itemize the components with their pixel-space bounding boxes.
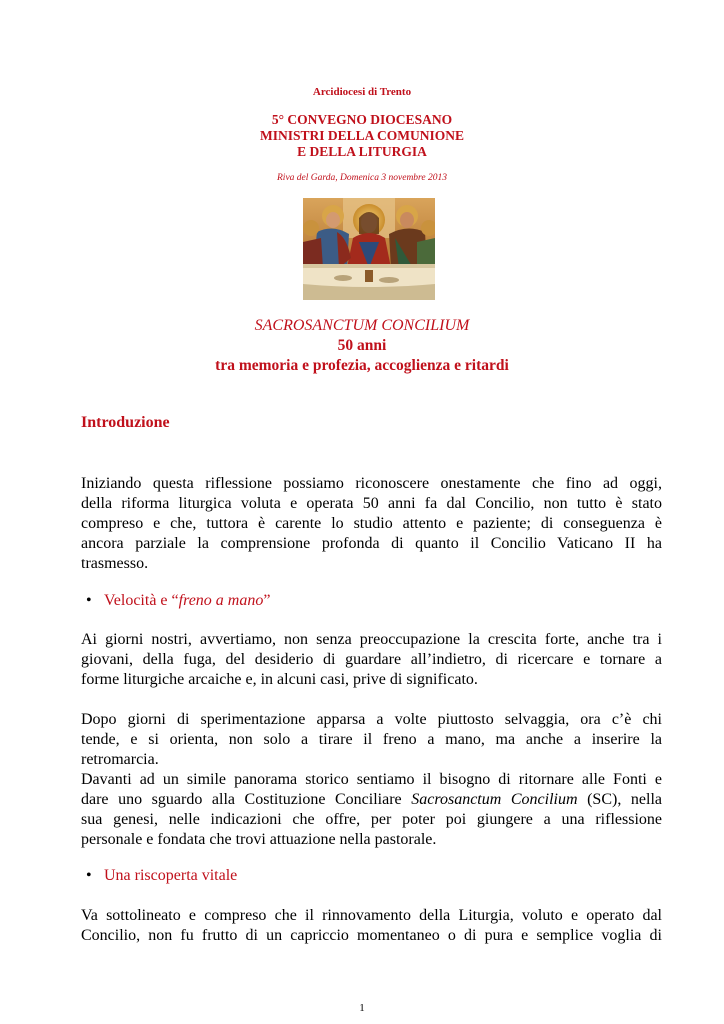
paragraph-1-line: Iniziando questa riflessione possiamo riconoscere onestamente che fino ad oggi, <box>81 475 662 492</box>
paragraph-2 <box>81 630 662 690</box>
paragraph-3-line: Dopo giorni di sperimentazione apparsa a volte piuttosto selvaggia, ora c’è chi <box>81 711 662 728</box>
section-heading-introduzione: Introduzione <box>81 414 170 431</box>
paragraph-4 <box>81 770 662 850</box>
diocese-label: Arcidiocesi di Trento <box>312 86 412 98</box>
title-line-3: tra memoria e profezia, accoglienza e ritardi <box>215 357 509 374</box>
paragraph-4-text: dare uno sguardo alla Costituzione Conciliare <box>81 791 412 808</box>
paragraph-4-line: personale e fondata che trovi attuazione nella pastorale. <box>81 831 437 848</box>
bullet-dot-icon: • <box>86 867 92 884</box>
paragraph-5 <box>81 906 662 946</box>
paragraph-5-line: Va sottolineato e compreso che il rinnovamento della Liturgia, voluto e operato dal <box>81 907 662 924</box>
convegno-line-3: E DELLA LITURGIA <box>297 144 427 159</box>
bullet-velocita <box>86 592 271 610</box>
paragraph-2-line: forme liturgiche arcaiche e, in alcuni casi, prive di significato. <box>81 671 478 688</box>
paragraph-4-line-with-italic <box>81 790 662 810</box>
paragraph-3 <box>81 710 662 770</box>
paragraph-3-line: retromarcia. <box>81 751 159 768</box>
bullet-velocita-text-italic: freno a mano <box>178 592 264 609</box>
convegno-title <box>0 112 724 160</box>
bullet-velocita-text-pre: Velocità e “ <box>104 592 179 609</box>
paragraph-1-line: trasmesso. <box>81 555 149 572</box>
paragraph-1-line: della riforma liturgica voluta e operata 50 anni fa dal Concilio, non tutto è stato <box>81 495 662 512</box>
document-title <box>0 316 724 376</box>
title-line-1: SACROSANCTUM CONCILIUM <box>254 317 470 334</box>
paragraph-2-line: giovani, della fuga, del desiderio di guardare all’indietro, di ricercare e tornare a <box>81 651 662 668</box>
page-number: 1 <box>359 1002 365 1014</box>
paragraph-1-line: compreso e che, tuttora è carente lo studio attento e paziente; di conseguenza è <box>81 515 662 532</box>
bullet-velocita-text-post: ” <box>263 592 271 609</box>
paragraph-4-line: Davanti ad un simile panorama storico sentiamo il bisogno di ritornare alle Fonti e <box>81 771 662 788</box>
convegno-line-2: MINISTRI DELLA COMUNIONE <box>259 128 465 143</box>
convegno-line-1: 5° CONVEGNO DIOCESANO <box>271 112 453 127</box>
last-supper-painting-icon <box>303 198 435 300</box>
paragraph-4-line: sua genesi, nelle indicazioni che offre, per poter poi giungere a una riflessione <box>81 811 662 828</box>
bullet-dot-icon: • <box>86 592 92 609</box>
bullet-riscoperta-text: Una riscoperta vitale <box>104 867 238 884</box>
paragraph-3-line: tende, e si orienta, non solo a tirare il freno a mano, ma anche a inserire la <box>81 731 662 748</box>
paragraph-1-line: ancora parziale la comprensione profonda di quanto il Concilio Vaticano II ha <box>81 535 662 552</box>
sacrosanctum-concilium-italic: Sacrosanctum Concilium <box>411 791 578 808</box>
event-date: Riva del Garda, Domenica 3 novembre 2013 <box>277 173 447 183</box>
paragraph-2-line: Ai giorni nostri, avvertiamo, non senza preoccupazione la crescita forte, anche tra i <box>81 631 662 648</box>
paragraph-4-text: (SC), nella <box>577 791 662 808</box>
paragraph-5-line: Concilio, non fu frutto di un capriccio momentaneo o di pura e semplice voglia di <box>81 927 662 944</box>
title-line-2: 50 anni <box>337 337 387 354</box>
bullet-riscoperta <box>86 867 238 885</box>
paragraph-1 <box>81 474 662 574</box>
